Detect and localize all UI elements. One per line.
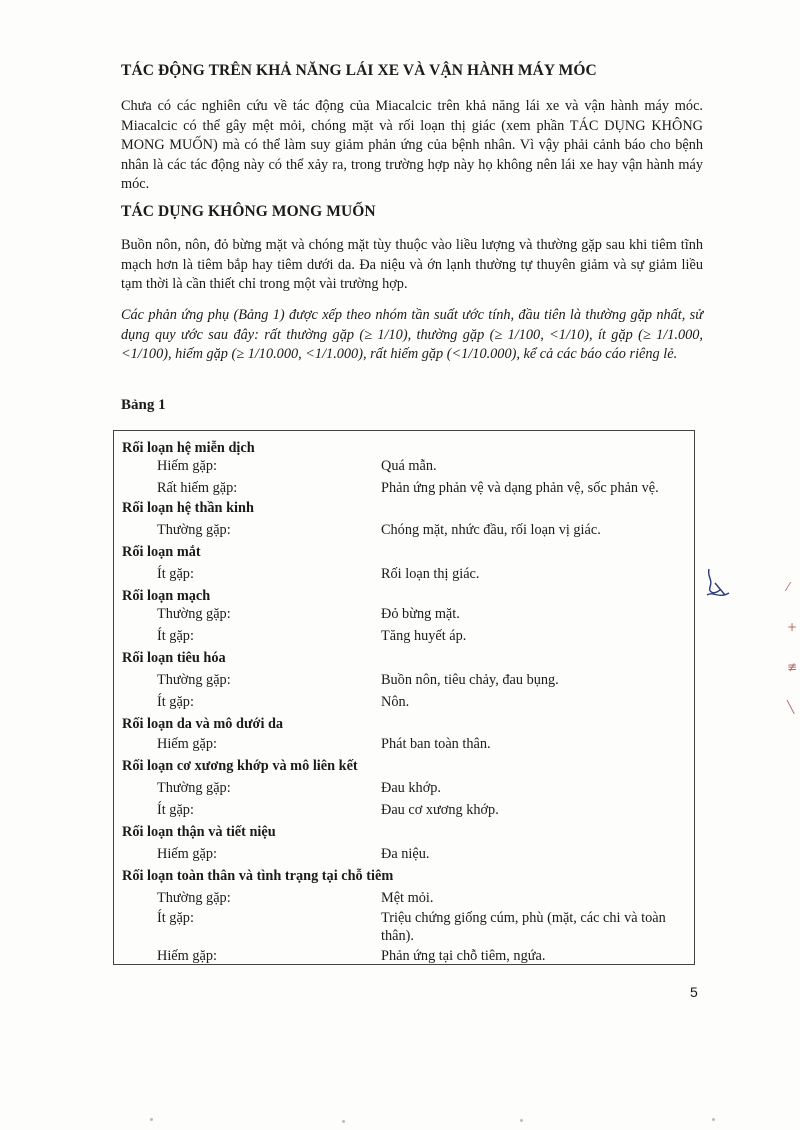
scan-speck: [150, 1118, 153, 1121]
effect-cell: Tăng huyết áp.: [381, 628, 467, 644]
table-group-heading: Rối loạn toàn thân và tình trạng tại chỗ tiêm: [122, 868, 394, 884]
frequency-cell: Rất hiếm gặp:: [157, 480, 238, 496]
section-heading-side-effects: TÁC DỤNG KHÔNG MONG MUỐN: [121, 203, 376, 220]
effect-cell: Quá mẫn.: [381, 458, 437, 474]
effect-cell: Phản ứng phản vệ và dạng phản vệ, sốc phản vệ.: [381, 480, 659, 496]
effect-cell: Buồn nôn, tiêu chảy, đau bụng.: [381, 672, 559, 688]
margin-mark-icon: +: [787, 620, 798, 634]
frequency-cell: Hiếm gặp:: [157, 458, 217, 474]
scan-speck: [712, 1118, 715, 1121]
effect-cell: Đa niệu.: [381, 846, 430, 862]
frequency-cell: Thường gặp:: [157, 522, 231, 538]
effect-cell: Chóng mặt, nhức đầu, rối loạn vị giác.: [381, 522, 601, 538]
margin-mark-icon: ╲: [787, 700, 795, 714]
margin-mark-icon: ≢: [787, 660, 798, 674]
frequency-cell: Ít gặp:: [157, 694, 194, 710]
table-group-heading: Rối loạn hệ miễn dịch: [122, 440, 255, 456]
effect-cell: Nôn.: [381, 694, 410, 710]
table-group-heading: Rối loạn thận và tiết niệu: [122, 824, 276, 840]
page-number: 5: [690, 984, 698, 1000]
effect-cell: Rối loạn thị giác.: [381, 566, 480, 582]
table-group-heading: Rối loạn tiêu hóa: [122, 650, 226, 666]
table-group-heading: Rối loạn cơ xương khớp và mô liên kết: [122, 758, 358, 774]
frequency-cell: Ít gặp:: [157, 628, 194, 644]
table-group-heading: Rối loạn mạch: [122, 588, 211, 604]
frequency-cell: Ít gặp:: [157, 802, 194, 818]
effect-cell: Đau cơ xương khớp.: [381, 802, 499, 818]
paragraph-side-effects: Buồn nôn, nôn, đỏ bừng mặt và chóng mặt tùy thuộc vào liều lượng và thường gặp sau khi tiêm tĩnh mạch hơn là tiêm bắp hay tiêm dưới da. Đa niệu và ớn lạnh thường tự thuyên giảm và sự giảm liều tạm thời là cần thiết chỉ trong một vài trường hợp.: [121, 237, 703, 293]
adverse-effects-table: [113, 430, 695, 965]
effect-cell: Phản ứng tại chỗ tiêm, ngứa.: [381, 948, 546, 964]
frequency-cell: Thường gặp:: [157, 780, 231, 796]
effect-cell: Phát ban toàn thân.: [381, 736, 491, 752]
frequency-cell: Thường gặp:: [157, 890, 231, 906]
scan-speck: [520, 1119, 523, 1122]
table-group-heading: Rối loạn hệ thần kinh: [122, 500, 254, 516]
table-group-heading: Rối loạn mắt: [122, 544, 201, 560]
frequency-cell: Hiếm gặp:: [157, 736, 217, 752]
frequency-cell: Thường gặp:: [157, 672, 231, 688]
scan-speck: [342, 1120, 345, 1123]
frequency-cell: Ít gặp:: [157, 566, 194, 582]
effect-cell: Đỏ bừng mặt.: [381, 606, 460, 622]
margin-mark-icon: ⁄: [787, 580, 790, 594]
effect-cell: Mệt mỏi.: [381, 890, 434, 906]
paragraph-frequency-convention: Các phản ứng phụ (Bảng 1) được xếp theo nhóm tần suất ước tính, đầu tiên là thường gặp nhất, sử dụng quy ước sau đây: rất thường gặp (≥ 1/10), thường gặp (≥ 1/100, <1/10), ít gặp (≥ 1/1.000, <1/100), hiếm gặp (≥ 1/10.000, <1/1.000), rất hiếm gặp (<1/10.000), kể cả các báo cáo riêng lẻ.: [121, 307, 703, 363]
handwritten-mark-icon: [703, 565, 733, 605]
effect-cell: Đau khớp.: [381, 780, 441, 796]
effect-cell: Triệu chứng giống cúm, phù (mặt, các chi và toàn thân).: [381, 910, 666, 944]
section-heading-driving: TÁC ĐỘNG TRÊN KHẢ NĂNG LÁI XE VÀ VẬN HÀNH MÁY MÓC: [121, 62, 597, 79]
paragraph-driving: Chưa có các nghiên cứu về tác động của Miacalcic trên khả năng lái xe và vận hành máy móc. Miacalcic có thể gây mệt mỏi, chóng mặt và rối loạn thị giác (xem phần TÁC DỤNG KHÔNG MONG MUỐN) mà có thể làm suy giảm phản ứng của bệnh nhân. Vì vậy phải cảnh báo cho bệnh nhân là các tác động này có thể xảy ra, trong trường hợp này họ không nên lái xe hay vận hành máy móc.: [121, 98, 703, 193]
table-group-heading: Rối loạn da và mô dưới da: [122, 716, 284, 732]
frequency-cell: Hiếm gặp:: [157, 948, 217, 964]
frequency-cell: Ít gặp:: [157, 910, 194, 926]
frequency-cell: Thường gặp:: [157, 606, 231, 622]
frequency-cell: Hiếm gặp:: [157, 846, 217, 862]
table-label: Bảng 1: [121, 397, 166, 413]
